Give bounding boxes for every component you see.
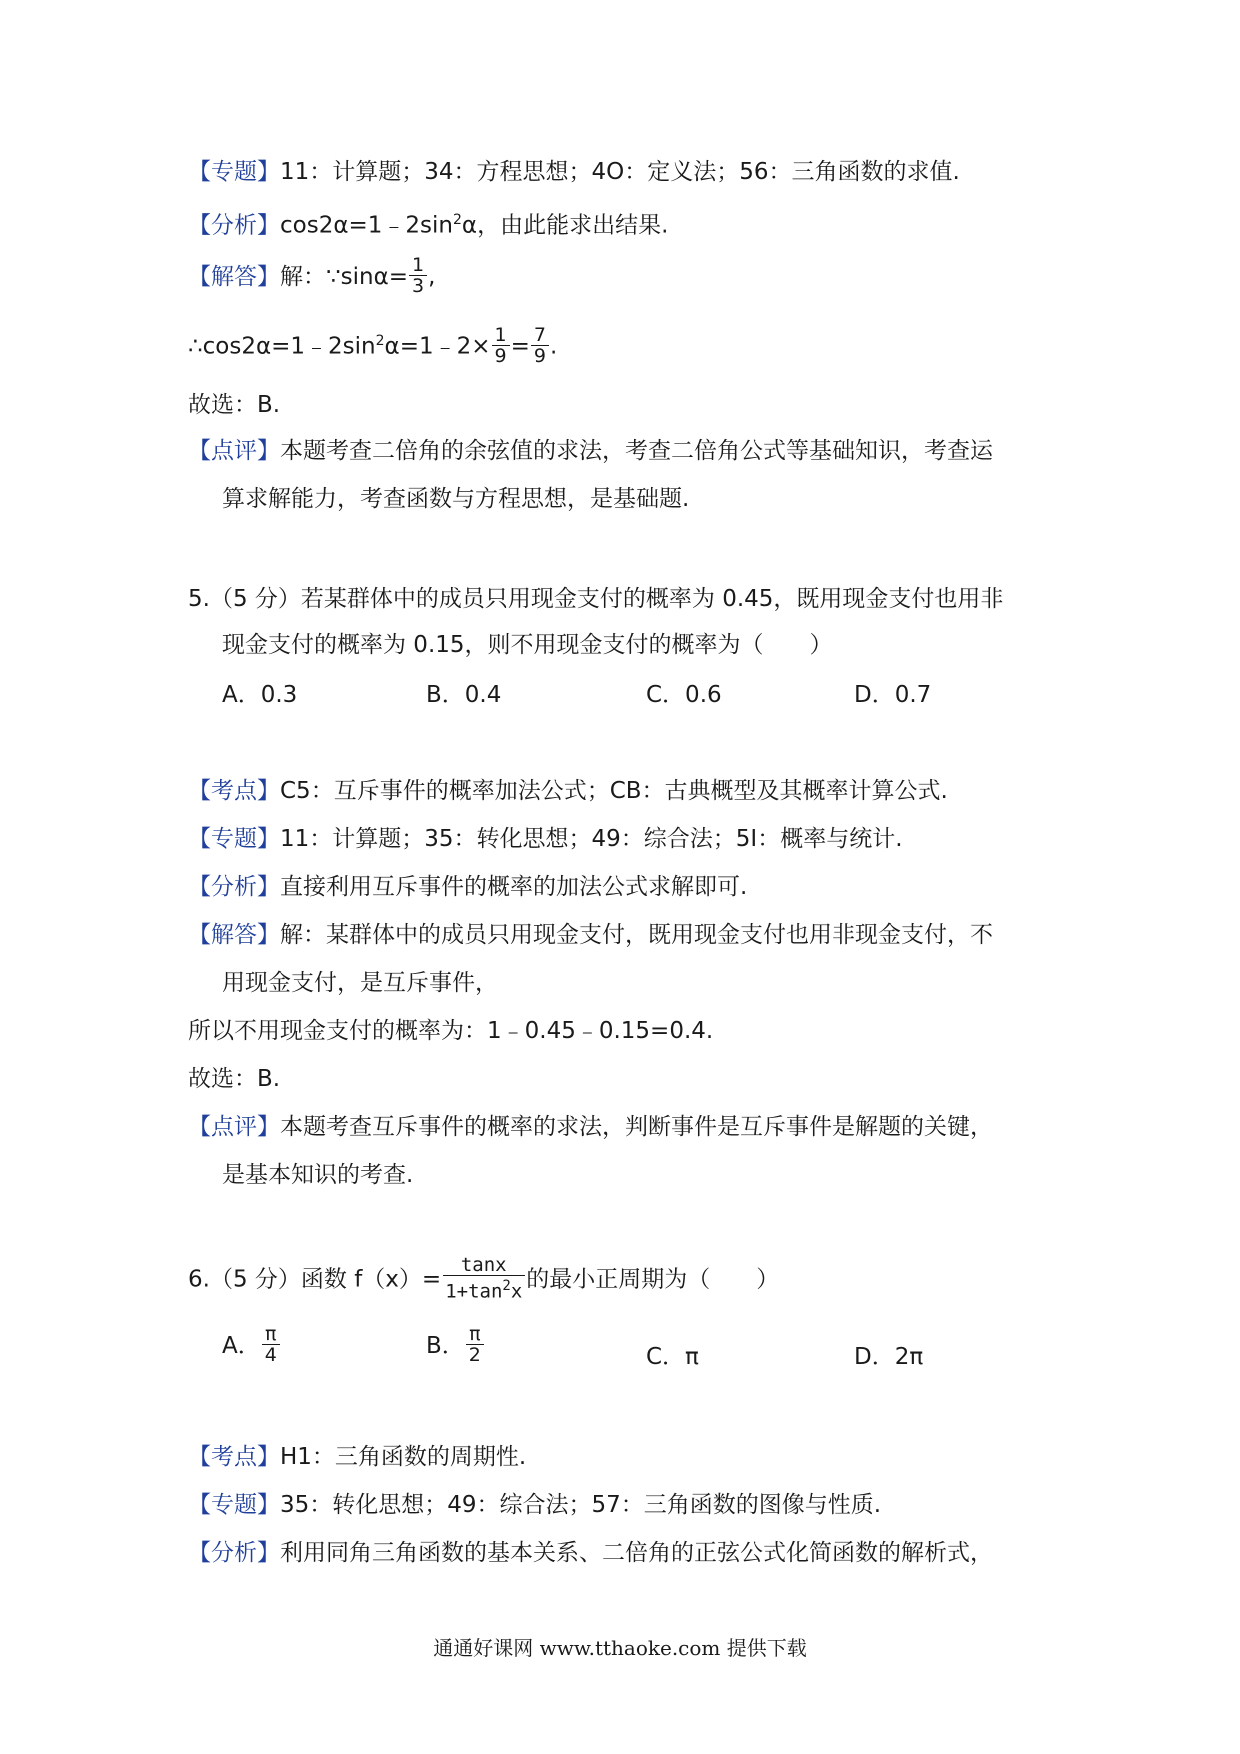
q6-fenxi-text: 利用同角三角函数的基本关系、二倍角的正弦公式化简函数的解析式， (280, 1540, 993, 1566)
q4-fenxi-text-end: α，由此能求出结果. (461, 212, 669, 239)
q4-result-equals: = (510, 333, 530, 360)
q5-option-d: D．0.7 (854, 682, 932, 708)
q4-zhuanti-text: 11：计算题；34：方程思想；4O：定义法；56：三角函数的求值. (280, 159, 960, 185)
q4-result-line (188, 323, 558, 368)
q4-dianping-line-2: 算求解能力，考查函数与方程思想，是基础题. (222, 486, 690, 512)
q5-zhuanti-text: 11：计算题；35：转化思想；49：综合法；5I：概率与统计. (280, 826, 903, 852)
q5-jieda-line-2: 用现金支付，是互斥事件， (222, 970, 498, 996)
q6-zhuanti-text: 35：转化思想；49：综合法；57：三角函数的图像与性质. (280, 1492, 882, 1518)
q4-result-fraction-2 (531, 325, 549, 366)
q5-dianping-line-2: 是基本知识的考查. (222, 1162, 414, 1188)
q4-fenxi-line (188, 205, 668, 241)
fraction-denominator: 4 (264, 1344, 277, 1366)
q4-fenxi-text: cos2α=1﹣2sin (280, 212, 453, 239)
q6-zhuanti-line (188, 1490, 881, 1520)
q5-stem-line-1: 5.（5 分）若某群体中的成员只用现金支付的概率为 0.45，既用现金支付也用非 (188, 586, 1004, 612)
q5-fenxi-text: 直接利用互斥事件的概率的加法公式求解即可. (280, 874, 748, 900)
fenxi-tag: 【分析】 (188, 1540, 280, 1566)
fraction-numerator: tanx (443, 1255, 525, 1276)
dianping-tag: 【点评】 (188, 1114, 280, 1140)
denominator-text-end: x (510, 1280, 523, 1303)
fraction-denominator: 9 (494, 344, 507, 367)
denominator-sup: 2 (502, 1278, 511, 1294)
q5-kaodian-line (188, 776, 948, 806)
q5-zhuanti-line (188, 824, 903, 854)
q6-fenxi-line (188, 1538, 993, 1568)
q5-option-b: B．0.4 (426, 682, 502, 708)
q6-option-a-label: A． (222, 1333, 261, 1359)
q6-stem-line (188, 1254, 780, 1303)
q6-option-b-label: B． (426, 1333, 465, 1359)
fraction-numerator: π (262, 1324, 279, 1345)
q5-jieda-line (188, 920, 993, 950)
q5-dianping-text: 本题考查互斥事件的概率的求法，判断事件是互斥事件是解题的关键， (280, 1114, 993, 1140)
q6-stem-fraction (442, 1255, 525, 1301)
q6-kaodian-line (188, 1442, 526, 1472)
dianping-tag: 【点评】 (188, 438, 280, 464)
q5-stem-line-2: 现金支付的概率为 0.15，则不用现金支付的概率为（ ） (222, 632, 833, 658)
q6-stem-text: 6.（5 分）函数 f（x）= (188, 1266, 442, 1293)
q5-option-a: A．0.3 (222, 682, 298, 708)
fraction-denominator: 3 (412, 275, 425, 297)
fenxi-tag: 【分析】 (188, 874, 280, 900)
q4-jieda-comma: , (428, 264, 436, 290)
q6-option-d: D．2π (854, 1344, 924, 1370)
q4-result-mid: α=1﹣2× (384, 333, 491, 360)
fraction-denominator (442, 1276, 525, 1301)
q4-result-sup: 2 (375, 333, 385, 349)
zhuanti-tag: 【专题】 (188, 826, 280, 852)
kaodian-tag: 【考点】 (188, 1444, 280, 1470)
q4-jieda-text: 解：∵sinα= (280, 264, 409, 290)
fraction-denominator: 2 (468, 1344, 481, 1366)
jieda-tag: 【解答】 (188, 264, 280, 290)
zhuanti-tag: 【专题】 (188, 1492, 280, 1518)
denominator-text: 1+tan (445, 1280, 503, 1303)
q6-option-c: C．π (646, 1344, 699, 1370)
jieda-tag: 【解答】 (188, 922, 280, 948)
q6-option-b (426, 1323, 485, 1367)
q6-stem-text-end: 的最小正周期为（ ） (526, 1266, 780, 1293)
fraction-numerator: π (466, 1324, 483, 1345)
fraction-numerator: 1 (492, 325, 510, 346)
q5-option-c: C．0.6 (646, 682, 722, 708)
q4-dianping-line (188, 436, 993, 466)
fenxi-tag: 【分析】 (188, 212, 280, 239)
q4-fenxi-sup: 2 (452, 212, 462, 228)
q4-jieda-fraction (409, 255, 427, 296)
q6-option-a (222, 1323, 281, 1367)
q5-fenxi-line (188, 872, 747, 902)
q4-result-text: ∴cos2α=1﹣2sin (188, 333, 376, 360)
q4-jieda-line (188, 254, 436, 298)
q6-option-b-fraction (466, 1324, 484, 1365)
q5-dianping-line (188, 1112, 993, 1142)
q5-jieda-text: 解：某群体中的成员只用现金支付，既用现金支付也用非现金支付，不 (280, 922, 993, 948)
q4-answer: 故选：B. (188, 392, 281, 418)
page-footer: 通通好课网 www.tthaoke.com 提供下载 (433, 1636, 807, 1660)
q5-kaodian-text: C5：互斥事件的概率加法公式；CB：古典概型及其概率计算公式. (280, 778, 948, 804)
q4-zhuanti-line (188, 157, 960, 187)
q6-kaodian-text: H1：三角函数的周期性. (280, 1444, 527, 1470)
q5-jieda-line-3: 所以不用现金支付的概率为：1﹣0.45﹣0.15=0.4. (188, 1018, 714, 1044)
q4-dianping-text: 本题考查二倍角的余弦值的求法，考查二倍角公式等基础知识，考查运 (280, 438, 993, 464)
fraction-denominator: 9 (533, 344, 546, 367)
q5-answer: 故选：B. (188, 1066, 281, 1092)
q6-option-a-fraction (262, 1324, 280, 1365)
fraction-numerator: 7 (531, 325, 549, 346)
q4-result-fraction-1 (492, 325, 510, 366)
kaodian-tag: 【考点】 (188, 778, 280, 804)
fraction-numerator: 1 (409, 255, 427, 276)
q4-result-period: . (550, 333, 558, 360)
zhuanti-tag: 【专题】 (188, 159, 280, 185)
